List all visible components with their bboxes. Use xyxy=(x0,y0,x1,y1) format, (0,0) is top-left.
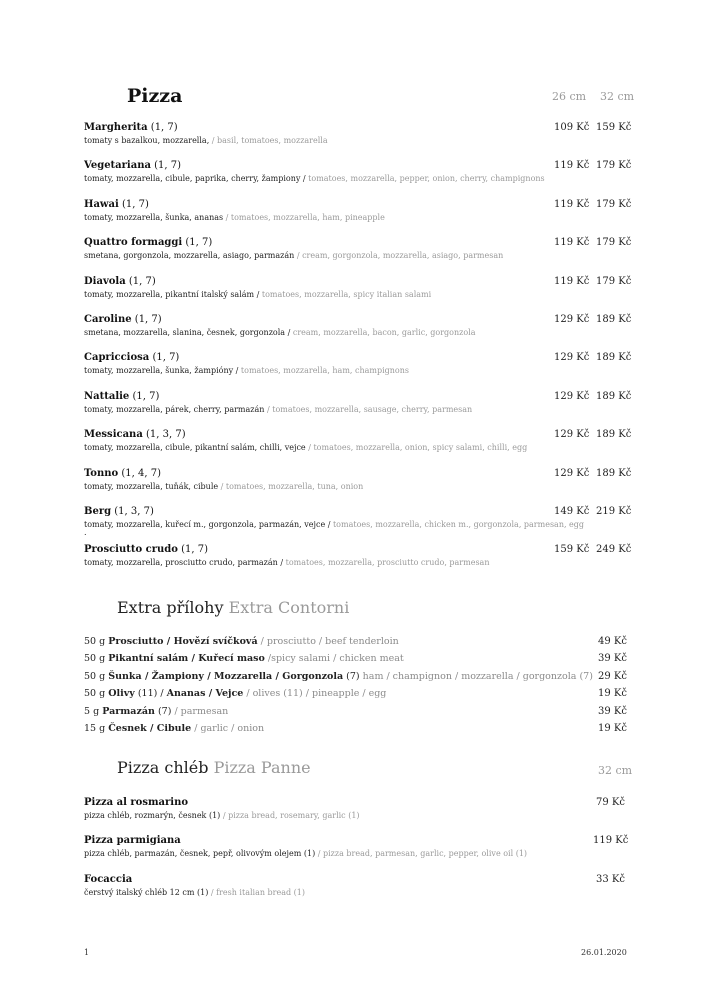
bread-desc-en: / pizza bread, parmesan, garlic, pepper, olive oil (1) xyxy=(317,849,528,858)
pizza-desc-en: tomatoes, mozzarella, spicy italian salami xyxy=(261,290,432,299)
bread-desc-cz: pizza chléb, rozmarýn, česnek (1) xyxy=(84,811,221,820)
price-large: 189 Kč xyxy=(596,429,632,440)
bread-desc-cz: čerstvý italský chléb 12 cm (1) xyxy=(84,888,209,897)
pizza-item xyxy=(84,429,186,440)
extra-price: 19 Kč xyxy=(598,723,627,734)
pizza-item xyxy=(84,391,159,402)
pizza-description xyxy=(84,251,503,261)
pizza-desc-cz: tomaty, mozzarella, šunka, žampióny / xyxy=(84,366,239,375)
pizza-allergens: (1, 7) xyxy=(122,199,149,210)
price-small: 149 Kč xyxy=(554,506,590,517)
pizza-description xyxy=(84,136,328,146)
price-large: 189 Kč xyxy=(596,468,632,479)
extra-price: 19 Kč xyxy=(598,688,627,699)
pizza-name: Quattro formaggi xyxy=(84,237,183,248)
price-small: 129 Kč xyxy=(554,429,590,440)
extra-desc-en: / garlic / onion xyxy=(194,723,265,734)
extra-desc-en: / parmesan xyxy=(174,706,229,717)
pizza-desc-cz: tomaty, mozzarella, cibule, pikantní salám, chilli, vejce xyxy=(84,443,306,452)
price-small: 119 Kč xyxy=(554,199,590,210)
extra-price: 39 Kč xyxy=(598,653,627,664)
pizza-desc-en: / tomatoes, mozzarella, onion, spicy salami, chilli, egg xyxy=(308,443,528,452)
extra-desc-en: ham / champignon / mozzarella / gorgonzola (7) xyxy=(362,671,593,682)
extra-allergens: (7) xyxy=(346,671,360,682)
extra-qty: 50 g xyxy=(84,653,106,664)
pizza-desc-cz: smetana, mozzarella, slanina, česnek, gorgonzola / xyxy=(84,328,291,337)
bread-description xyxy=(84,849,527,859)
price-small: 129 Kč xyxy=(554,352,590,363)
pizza-desc-cz: tomaty, mozzarella, párek, cherry, parmazán xyxy=(84,405,265,414)
pizza-desc-cz: tomaty, mozzarella, šunka, ananas xyxy=(84,213,224,222)
pizza-item xyxy=(84,352,179,363)
pizza-desc-en: cream, mozzarella, bacon, garlic, gorgonzola xyxy=(292,328,476,337)
bread-price: 79 Kč xyxy=(596,797,625,808)
bread-desc-en: / pizza bread, rosemary, garlic (1) xyxy=(222,811,360,820)
pizza-desc-en: / cream, gorgonzola, mozzarella, asiago, parmesan xyxy=(296,251,504,260)
price-large: 179 Kč xyxy=(596,276,632,287)
pizza-desc-en: / tomatoes, mozzarella, tuna, onion xyxy=(220,482,364,491)
extra-qty: 50 g xyxy=(84,688,106,699)
extra-name: Česnek / Cibule xyxy=(108,723,192,734)
pizza-name: Berg xyxy=(84,506,112,517)
price-small: 129 Kč xyxy=(554,468,590,479)
extra-name: Prosciutto / Hovězí svíčková xyxy=(108,636,258,647)
pizza-name: Margherita xyxy=(84,122,148,133)
extra-name: Pikantní salám / Kuřecí maso xyxy=(108,653,265,664)
bread-name xyxy=(84,835,181,846)
extra-allergens: (7) xyxy=(157,706,172,717)
section-title-pizza: Pizza xyxy=(127,85,183,107)
pizza-allergens: (1, 7) xyxy=(154,160,182,171)
pizza-desc-cz: tomaty, mozzarella, kuřecí m., gorgonzola, parmazán, vejce / xyxy=(84,520,331,529)
bread-desc-cz: pizza chléb, parmazán, česnek, pepř, olivovým olejem (1) xyxy=(84,849,316,858)
pizza-allergens: (1, 4, 7) xyxy=(121,468,161,479)
pizza-item xyxy=(84,506,154,517)
size-label-small: 26 cm xyxy=(552,90,587,103)
bread-name-text: Focaccia xyxy=(84,874,133,885)
bread-name xyxy=(84,874,132,885)
price-large: 249 Kč xyxy=(596,544,632,555)
pizza-description xyxy=(84,520,584,530)
pizza-name: Tonno xyxy=(84,468,119,479)
pizza-description xyxy=(84,174,545,184)
price-large: 179 Kč xyxy=(596,160,632,171)
pizza-name: Capricciosa xyxy=(84,352,150,363)
price-small: 129 Kč xyxy=(554,391,590,402)
pizza-description xyxy=(84,482,363,492)
pizza-item xyxy=(84,199,149,210)
extra-price: 49 Kč xyxy=(598,636,627,647)
price-small: 119 Kč xyxy=(554,237,590,248)
bread-desc-en: / fresh italian bread (1) xyxy=(210,888,305,897)
bread-name xyxy=(84,797,188,808)
pizza-item xyxy=(84,314,162,325)
pizza-description xyxy=(84,366,409,376)
pizza-desc-cz: tomaty, mozzarella, cibule, paprika, cherry, žampiony / xyxy=(84,174,306,183)
footer-date: 26.01.2020 xyxy=(581,948,627,957)
pizza-allergens: (1, 7) xyxy=(150,122,178,133)
extras-title-it: Extra Contorni xyxy=(228,598,350,617)
extra-item xyxy=(84,636,399,647)
pizza-desc-en: / tomatoes, mozzarella, ham, pineapple xyxy=(225,213,385,222)
pizza-name: Hawai xyxy=(84,199,119,210)
size-label-large: 32 cm xyxy=(600,90,635,103)
price-small: 159 Kč xyxy=(554,544,590,555)
pizza-desc-en: / basil, tomatoes, mozzarella xyxy=(211,136,328,145)
extra-price: 39 Kč xyxy=(598,706,627,717)
pizza-desc-cz: tomaty, mozzarella, pikantní italský salám / xyxy=(84,290,260,299)
pizza-desc-cz: tomaty, mozzarella, tuňák, cibule xyxy=(84,482,219,491)
bread-name-text: Pizza al rosmarino xyxy=(84,797,189,808)
price-large: 189 Kč xyxy=(596,391,632,402)
extra-qty: 5 g xyxy=(84,706,100,717)
extra-desc-en: /spicy salami / chicken meat xyxy=(267,653,404,664)
pizza-name: Prosciutto crudo xyxy=(84,544,178,555)
extra-name-2: Ananas / Vejce xyxy=(166,688,244,699)
pizza-item xyxy=(84,544,208,555)
bread-description xyxy=(84,811,360,821)
pizza-name: Vegetariana xyxy=(84,160,151,171)
bread-price: 119 Kč xyxy=(593,835,629,846)
pizza-desc-cz: smetana, gorgonzola, mozzarella, asiago, parmazán xyxy=(84,251,295,260)
pizza-item xyxy=(84,237,212,248)
extra-name: Parmazán xyxy=(102,706,155,717)
extra-qty: 50 g xyxy=(84,671,106,682)
pizza-allergens: (1, 3, 7) xyxy=(146,429,186,440)
section-title-bread xyxy=(117,758,311,777)
pizza-desc-en: tomatoes, mozzarella, ham, champignons xyxy=(240,366,410,375)
bread-name-text: Pizza parmigiana xyxy=(84,835,181,846)
pizza-desc-en: tomatoes, mozzarella, pepper, onion, cherry, champignons xyxy=(308,174,545,183)
pizza-allergens: (1, 7) xyxy=(185,237,213,248)
pizza-description xyxy=(84,443,527,453)
pizza-item xyxy=(84,122,178,133)
bread-description xyxy=(84,888,305,898)
extra-qty: 50 g xyxy=(84,636,106,647)
pizza-name: Nattalie xyxy=(84,391,130,402)
bread-size-label: 32 cm xyxy=(598,764,633,777)
pizza-name: Messicana xyxy=(84,429,143,440)
extra-desc-en: / prosciutto / beef tenderloin xyxy=(260,636,399,647)
bread-price: 33 Kč xyxy=(596,874,625,885)
pizza-item xyxy=(84,276,156,287)
pizza-desc-en: / tomatoes, mozzarella, sausage, cherry, parmesan xyxy=(266,405,473,414)
extra-desc-en: / olives (11) / pineapple / egg xyxy=(246,688,387,699)
pizza-desc-en: tomatoes, mozzarella, prosciutto crudo, parmesan xyxy=(285,558,490,567)
price-large: 189 Kč xyxy=(596,314,632,325)
pizza-allergens: (1, 3, 7) xyxy=(114,506,154,517)
pizza-item xyxy=(84,160,181,171)
pizza-allergens: (1, 7) xyxy=(181,544,209,555)
extra-item xyxy=(84,671,593,682)
pizza-allergens: (1, 7) xyxy=(152,352,180,363)
bread-title-cz: Pizza chléb xyxy=(117,758,209,777)
price-large: 179 Kč xyxy=(596,237,632,248)
extra-item xyxy=(84,723,264,734)
extra-item xyxy=(84,706,228,717)
pizza-allergens: (1, 7) xyxy=(134,314,162,325)
pizza-description xyxy=(84,328,476,338)
pizza-description xyxy=(84,213,385,223)
price-large: 179 Kč xyxy=(596,199,632,210)
page-number: 1 xyxy=(84,948,90,957)
pizza-name: Caroline xyxy=(84,314,132,325)
pizza-allergens: (1, 7) xyxy=(132,391,160,402)
price-large: 219 Kč xyxy=(596,506,632,517)
extra-allergens: (11) / xyxy=(137,688,164,699)
extra-name: Olivy xyxy=(108,688,135,699)
extra-qty: 15 g xyxy=(84,723,106,734)
extra-price: 29 Kč xyxy=(598,671,627,682)
price-small: 119 Kč xyxy=(554,160,590,171)
stray-dot: . xyxy=(84,528,87,537)
pizza-allergens: (1, 7) xyxy=(128,276,156,287)
pizza-description xyxy=(84,558,489,568)
pizza-desc-cz: tomaty, mozzarella, prosciutto crudo, parmazán / xyxy=(84,558,284,567)
pizza-desc-cz: tomaty s bazalkou, mozzarella, xyxy=(84,136,210,145)
section-title-extras xyxy=(117,598,349,617)
price-small: 119 Kč xyxy=(554,276,590,287)
pizza-description xyxy=(84,290,431,300)
extra-item xyxy=(84,653,404,664)
price-large: 159 Kč xyxy=(596,122,632,133)
pizza-description xyxy=(84,405,472,415)
extra-item xyxy=(84,688,386,699)
price-small: 129 Kč xyxy=(554,314,590,325)
price-large: 189 Kč xyxy=(596,352,632,363)
pizza-desc-en: tomatoes, mozzarella, chicken m., gorgonzola, parmesan, egg xyxy=(332,520,585,529)
bread-title-it: Pizza Panne xyxy=(213,758,311,777)
pizza-name: Diavola xyxy=(84,276,126,287)
extras-title-cz: Extra přílohy xyxy=(117,598,224,617)
pizza-item xyxy=(84,468,161,479)
price-small: 109 Kč xyxy=(554,122,590,133)
extra-name: Šunka / Žampiony / Mozzarella / Gorgonzola xyxy=(108,671,344,682)
